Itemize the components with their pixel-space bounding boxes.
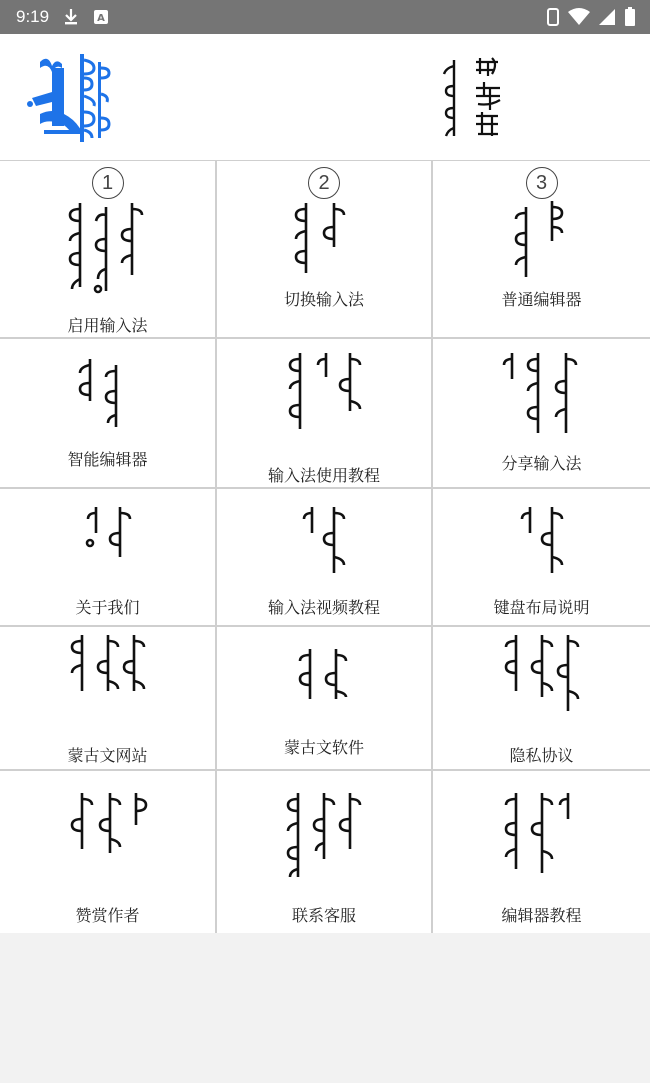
grid-row [0, 771, 650, 935]
tile-label: 键盘布局说明 [493, 598, 590, 617]
mongolian-script-icon [68, 355, 148, 435]
status-time: 9:19 [16, 7, 50, 26]
status-bar [0, 0, 650, 34]
tile-label: 普通编辑器 [501, 290, 582, 309]
tile-label: 智能编辑器 [67, 450, 148, 469]
tile-label: 启用输入法 [67, 316, 148, 335]
editor-tutorial-tile[interactable] [433, 771, 650, 933]
battery-icon [624, 7, 636, 27]
grid-row [0, 161, 650, 339]
keyboard-a-icon [93, 9, 109, 25]
sim-icon [546, 7, 560, 27]
tile-label: 输入法使用教程 [267, 466, 380, 485]
step-number-badge: 2 [308, 167, 340, 199]
tile-label: 编辑器教程 [501, 906, 582, 925]
mongolian-software-tile[interactable] [217, 627, 433, 769]
mongolian-script-icon [280, 789, 368, 885]
app-logo [22, 48, 122, 148]
step-number-badge: 3 [526, 167, 558, 199]
feature-grid [0, 160, 650, 935]
privacy-policy-tile[interactable] [433, 627, 650, 769]
grid-row [0, 339, 650, 489]
download-icon [63, 8, 79, 26]
mongolian-script-icon [498, 631, 586, 717]
signal-icon [598, 8, 616, 26]
mongolian-script-icon [498, 789, 586, 879]
keyboard-layout-tile[interactable] [433, 489, 650, 625]
normal-editor-tile[interactable] [433, 161, 650, 337]
mongolian-script-icon [502, 199, 582, 279]
mongolian-script-icon [78, 503, 138, 563]
smart-editor-tile[interactable] [0, 339, 217, 487]
mongolian-websites-tile[interactable] [0, 627, 217, 769]
mongolian-script-icon [58, 199, 158, 299]
share-ime-tile[interactable] [433, 339, 650, 487]
mongolian-script-icon [64, 631, 152, 697]
mongolian-script-icon [494, 349, 590, 441]
tile-label: 蒙古文软件 [283, 738, 364, 757]
app-header [0, 34, 650, 161]
ime-tutorial-tile[interactable] [217, 339, 433, 487]
tile-label: 切换输入法 [283, 290, 364, 309]
contact-support-tile[interactable] [217, 771, 433, 933]
grid-row [0, 489, 650, 627]
enable-ime-tile[interactable] [0, 161, 217, 337]
switch-ime-tile[interactable] [217, 161, 433, 337]
mongolian-script-icon [284, 199, 364, 279]
grid-row [0, 627, 650, 771]
tile-label: 关于我们 [75, 598, 140, 617]
svg-text:A: A [97, 13, 105, 24]
wifi-icon [568, 8, 590, 26]
empty-footer-area [0, 933, 650, 1083]
mongolian-script-icon [290, 645, 358, 705]
about-us-tile[interactable] [0, 489, 217, 625]
ime-video-tutorial-tile[interactable] [217, 489, 433, 625]
search-icon [432, 52, 512, 142]
tile-label: 蒙古文网站 [67, 746, 148, 765]
tile-label: 分享输入法 [501, 454, 582, 473]
mongolian-script-icon [64, 789, 152, 859]
tip-author-tile[interactable] [0, 771, 217, 933]
search-button[interactable] [432, 52, 512, 142]
tile-label: 联系客服 [291, 906, 356, 925]
mongolian-script-icon [294, 503, 354, 579]
mongolian-script-icon [512, 503, 572, 579]
tile-label: 隐私协议 [509, 746, 574, 765]
mongolian-script-icon [280, 349, 368, 441]
step-number-badge: 1 [92, 167, 124, 199]
tile-label: 输入法视频教程 [267, 598, 380, 617]
tile-label: 赞赏作者 [75, 906, 140, 925]
